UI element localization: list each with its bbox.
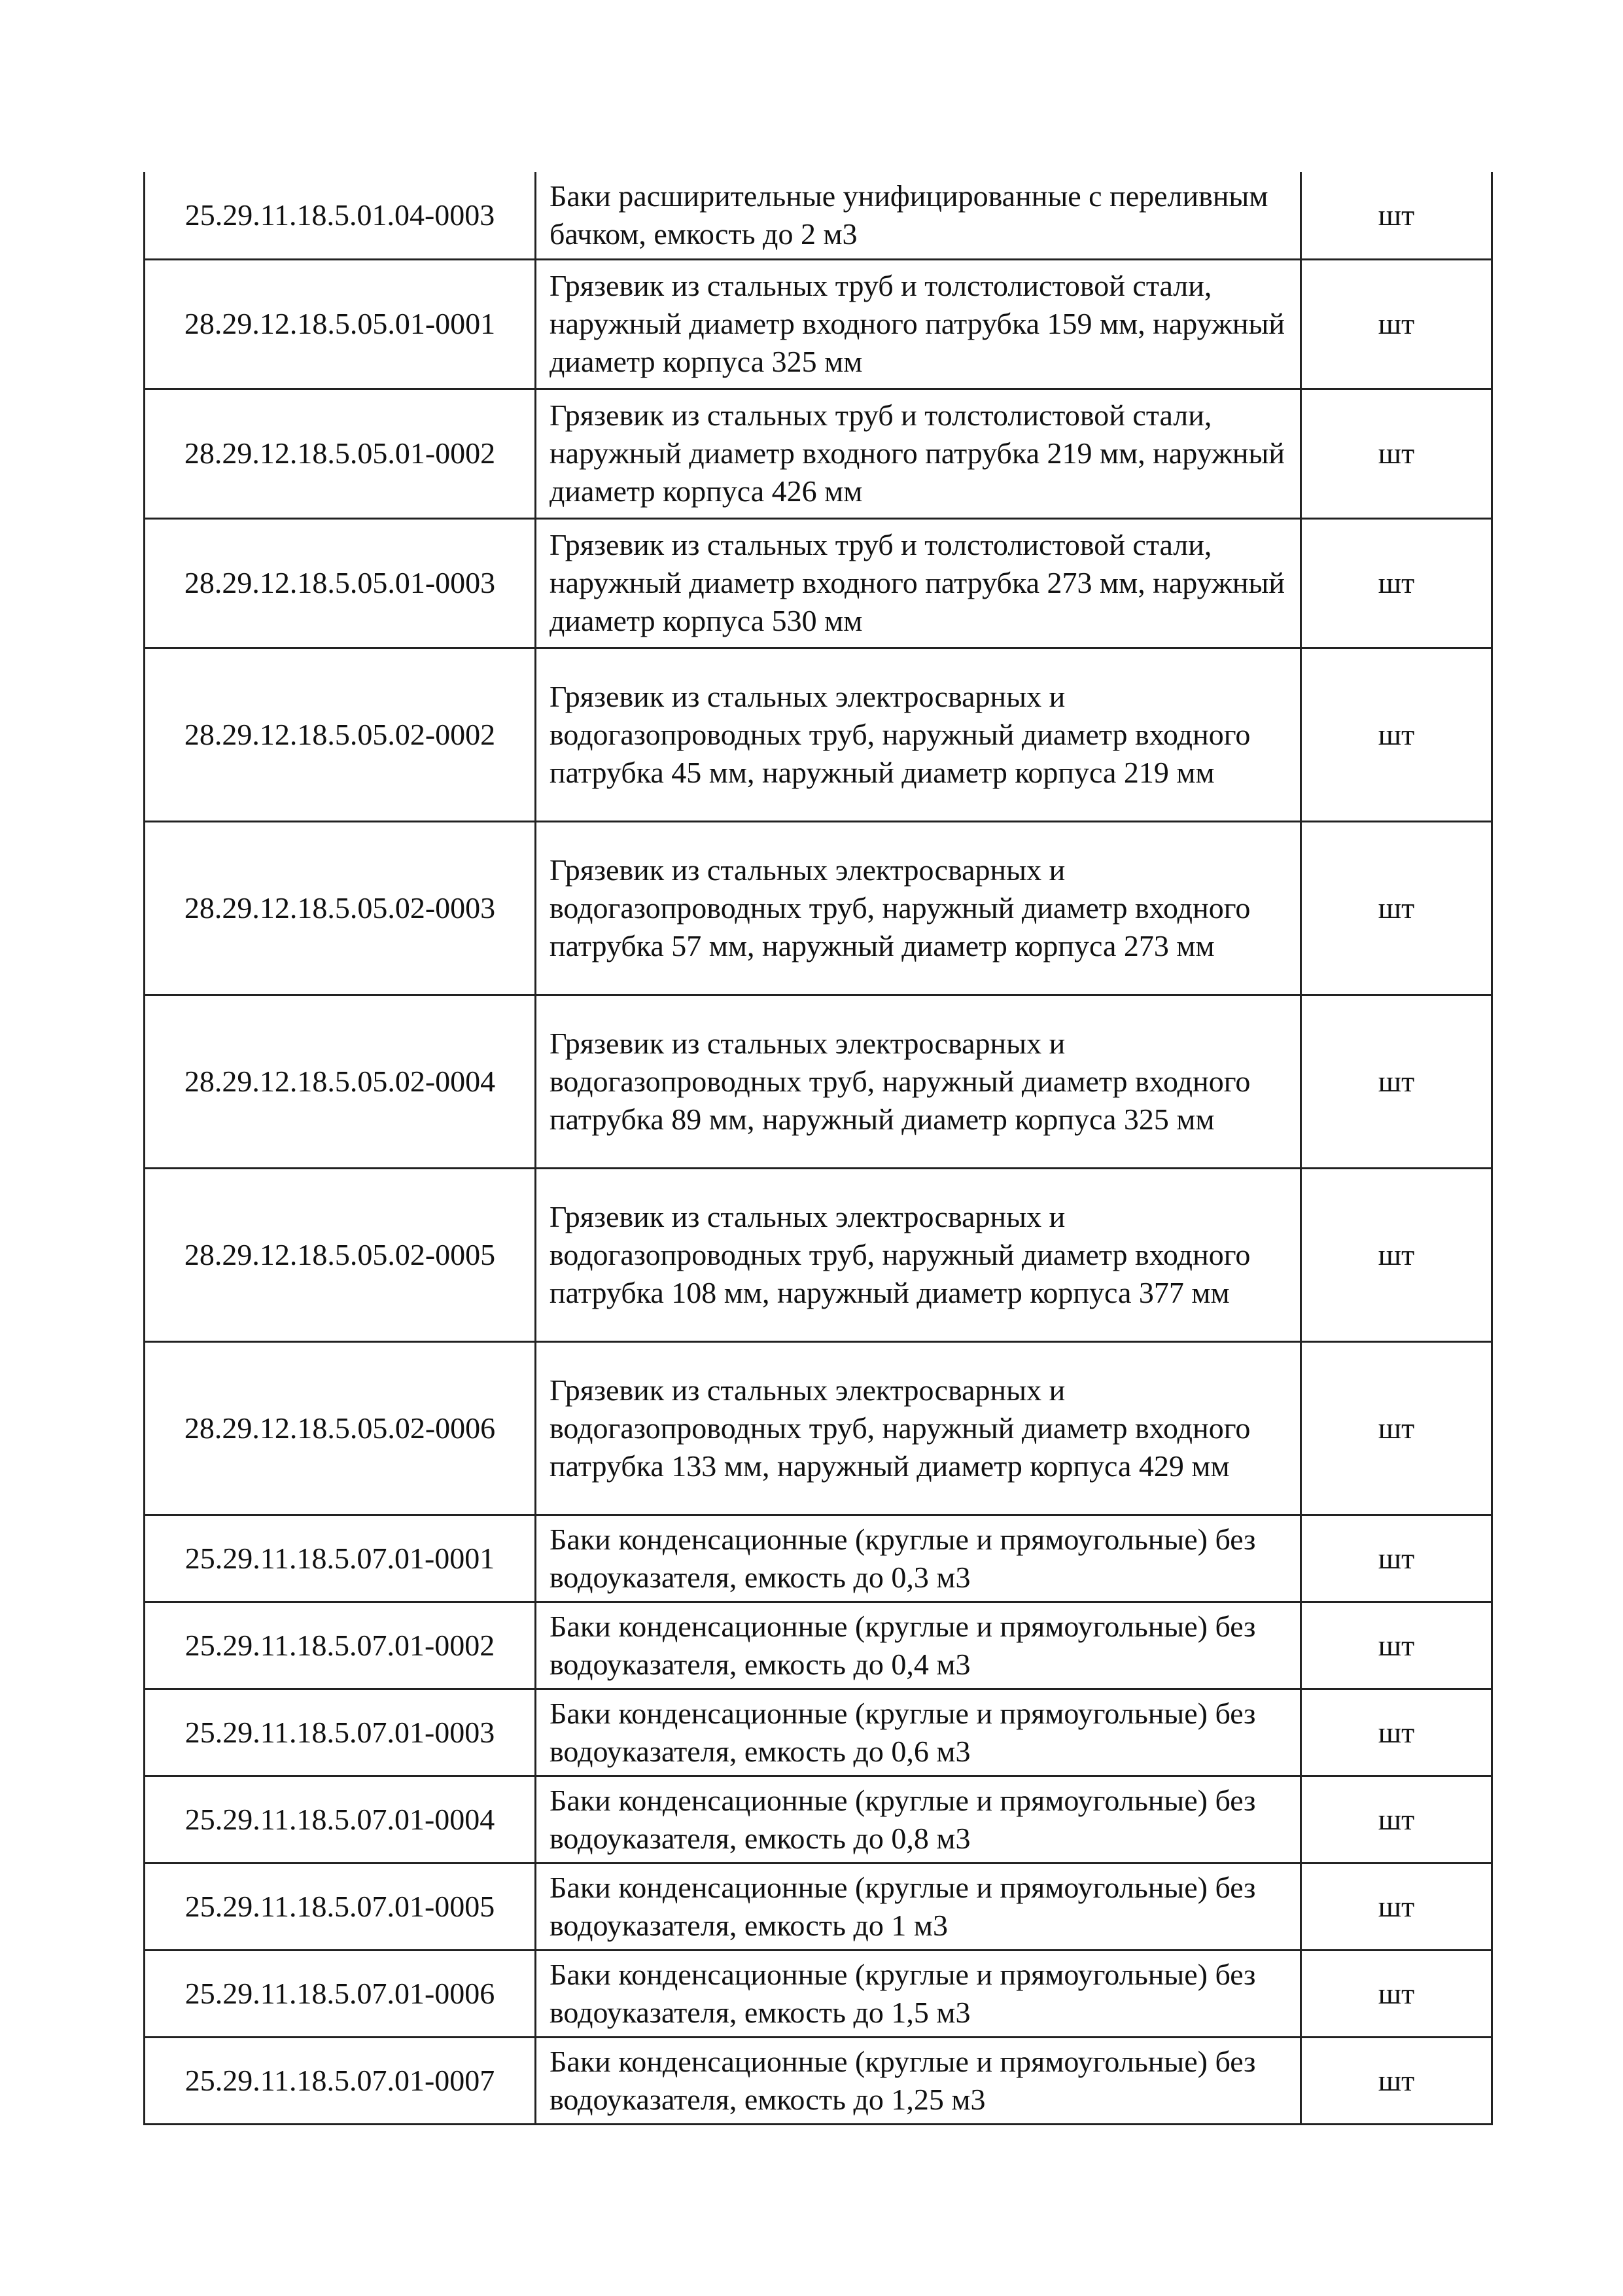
unit-text: шт [1378, 1411, 1415, 1445]
table-row [145, 1341, 1492, 1515]
table-row [145, 259, 1492, 389]
resource-name-cell [536, 1863, 1301, 1950]
table-row [145, 172, 1492, 259]
table-row [145, 2037, 1492, 2124]
resource-name-cell [536, 1515, 1301, 1602]
unit-text: шт [1378, 717, 1415, 751]
unit-cell [1301, 821, 1492, 995]
resource-code-cell [145, 1863, 536, 1950]
resource-name-cell [536, 1950, 1301, 2037]
table-row [145, 995, 1492, 1168]
resource-code-cell [145, 1341, 536, 1515]
resource-name-text: Грязевик из стальных электросварных и водогазопроводных труб, наружный диаметр входного патрубка 89 мм, наружный диаметр корпуса 325 мм [550, 1026, 1251, 1136]
unit-text: шт [1378, 891, 1415, 925]
resource-code-text: 25.29.11.18.5.07.01-0004 [184, 1802, 495, 1836]
resource-name-text: Грязевик из стальных электросварных и водогазопроводных труб, наружный диаметр входного патрубка 108 мм, наружный диаметр корпуса 377 мм [550, 1199, 1251, 1309]
table-row [145, 1863, 1492, 1950]
resource-name-cell [536, 648, 1301, 821]
resource-code-cell [145, 1689, 536, 1776]
table-row [145, 1776, 1492, 1863]
resource-name-text: Грязевик из стальных труб и толстолистовой стали, наружный диаметр входного патрубка 159 мм, наружный диаметр корпуса 325 мм [550, 269, 1285, 378]
resource-code-text: 25.29.11.18.5.07.01-0002 [184, 1628, 495, 1662]
resource-name-cell [536, 995, 1301, 1168]
resource-code-text: 25.29.11.18.5.07.01-0007 [184, 2063, 495, 2097]
resource-code-cell [145, 518, 536, 648]
resource-name-text: Баки конденсационные (круглые и прямоугольные) без водоуказателя, емкость до 1 м3 [550, 1870, 1256, 1942]
resource-code-cell [145, 1515, 536, 1602]
unit-cell [1301, 1776, 1492, 1863]
table-body [145, 172, 1492, 2124]
resource-code-text: 28.29.12.18.5.05.01-0003 [184, 566, 496, 599]
resource-code-cell [145, 648, 536, 821]
table-row [145, 1602, 1492, 1689]
resource-name-text: Баки конденсационные (круглые и прямоугольные) без водоуказателя, емкость до 0,6 м3 [550, 1696, 1256, 1768]
unit-cell [1301, 1515, 1492, 1602]
resource-code-text: 28.29.12.18.5.05.02-0003 [184, 891, 496, 925]
resource-code-text: 25.29.11.18.5.01.04-0003 [184, 198, 495, 232]
resource-name-text: Грязевик из стальных электросварных и водогазопроводных труб, наружный диаметр входного патрубка 133 мм, наружный диаметр корпуса 429 мм [550, 1373, 1251, 1483]
unit-text: шт [1378, 1715, 1415, 1749]
resource-name-text: Грязевик из стальных труб и толстолистовой стали, наружный диаметр входного патрубка 273 мм, наружный диаметр корпуса 530 мм [550, 528, 1285, 637]
resource-code-text: 25.29.11.18.5.07.01-0005 [184, 1889, 495, 1923]
resource-code-text: 28.29.12.18.5.05.01-0002 [184, 436, 496, 470]
resource-table [143, 172, 1493, 2125]
resource-code-cell [145, 259, 536, 389]
unit-text: шт [1378, 566, 1415, 599]
resource-name-text: Грязевик из стальных электросварных и водогазопроводных труб, наружный диаметр входного патрубка 57 мм, наружный диаметр корпуса 273 мм [550, 853, 1251, 963]
resource-code-text: 28.29.12.18.5.05.02-0006 [184, 1411, 496, 1445]
unit-cell [1301, 648, 1492, 821]
resource-name-text: Баки конденсационные (круглые и прямоугольные) без водоуказателя, емкость до 0,8 м3 [550, 1783, 1256, 1855]
table-row [145, 1950, 1492, 2037]
resource-name-cell [536, 1689, 1301, 1776]
unit-cell [1301, 389, 1492, 518]
resource-name-cell [536, 1776, 1301, 1863]
resource-name-cell [536, 518, 1301, 648]
resource-name-cell [536, 2037, 1301, 2124]
resource-code-cell [145, 1602, 536, 1689]
unit-cell [1301, 1950, 1492, 2037]
unit-cell [1301, 995, 1492, 1168]
unit-cell [1301, 1863, 1492, 1950]
unit-text: шт [1378, 2063, 1415, 2097]
resource-name-text: Баки конденсационные (круглые и прямоугольные) без водоуказателя, емкость до 0,4 м3 [550, 1609, 1256, 1681]
unit-text: шт [1378, 307, 1415, 340]
unit-text: шт [1378, 1064, 1415, 1098]
resource-name-text: Баки конденсационные (круглые и прямоугольные) без водоуказателя, емкость до 0,3 м3 [550, 1522, 1256, 1594]
unit-cell [1301, 1341, 1492, 1515]
resource-code-cell [145, 2037, 536, 2124]
resource-code-text: 28.29.12.18.5.05.02-0002 [184, 717, 496, 751]
unit-text: шт [1378, 1628, 1415, 1662]
resource-code-text: 28.29.12.18.5.05.02-0004 [184, 1064, 496, 1098]
unit-text: шт [1378, 436, 1415, 470]
unit-text: шт [1378, 1889, 1415, 1923]
resource-code-cell [145, 1776, 536, 1863]
unit-text: шт [1378, 1541, 1415, 1575]
unit-cell [1301, 1689, 1492, 1776]
table-row [145, 518, 1492, 648]
resource-code-cell [145, 821, 536, 995]
table-row [145, 1168, 1492, 1341]
unit-cell [1301, 1602, 1492, 1689]
resource-name-cell [536, 259, 1301, 389]
resource-code-cell [145, 995, 536, 1168]
unit-cell [1301, 2037, 1492, 2124]
unit-text: шт [1378, 1802, 1415, 1836]
resource-name-cell [536, 389, 1301, 518]
resource-name-cell [536, 1341, 1301, 1515]
resource-code-text: 25.29.11.18.5.07.01-0001 [184, 1541, 495, 1575]
table-row [145, 648, 1492, 821]
unit-cell [1301, 1168, 1492, 1341]
resource-code-text: 28.29.12.18.5.05.02-0005 [184, 1237, 496, 1271]
resource-code-text: 28.29.12.18.5.05.01-0001 [184, 307, 496, 340]
resource-code-cell [145, 1950, 536, 2037]
table-row [145, 1515, 1492, 1602]
resource-code-cell [145, 389, 536, 518]
resource-code-cell [145, 1168, 536, 1341]
resource-name-text: Грязевик из стальных электросварных и водогазопроводных труб, наружный диаметр входного патрубка 45 мм, наружный диаметр корпуса 219 мм [550, 679, 1251, 789]
resource-code-text: 25.29.11.18.5.07.01-0003 [184, 1715, 495, 1749]
resource-name-cell [536, 1602, 1301, 1689]
resource-name-text: Грязевик из стальных труб и толстолистовой стали, наружный диаметр входного патрубка 219 мм, наружный диаметр корпуса 426 мм [550, 398, 1285, 508]
resource-name-cell [536, 821, 1301, 995]
resource-name-text: Баки конденсационные (круглые и прямоугольные) без водоуказателя, емкость до 1,25 м3 [550, 2044, 1256, 2116]
resource-code-text: 25.29.11.18.5.07.01-0006 [184, 1976, 495, 2010]
resource-code-cell [145, 172, 536, 259]
unit-text: шт [1378, 1237, 1415, 1271]
unit-cell [1301, 172, 1492, 259]
resource-name-cell [536, 172, 1301, 259]
unit-cell [1301, 259, 1492, 389]
unit-cell [1301, 518, 1492, 648]
unit-text: шт [1378, 1976, 1415, 2010]
resource-name-text: Баки расширительные унифицированные с переливным бачком, емкость до 2 м3 [550, 179, 1268, 251]
table-row [145, 389, 1492, 518]
table-row [145, 1689, 1492, 1776]
table-row [145, 821, 1492, 995]
resource-name-text: Баки конденсационные (круглые и прямоугольные) без водоуказателя, емкость до 1,5 м3 [550, 1957, 1256, 2029]
unit-text: шт [1378, 198, 1415, 232]
resource-name-cell [536, 1168, 1301, 1341]
